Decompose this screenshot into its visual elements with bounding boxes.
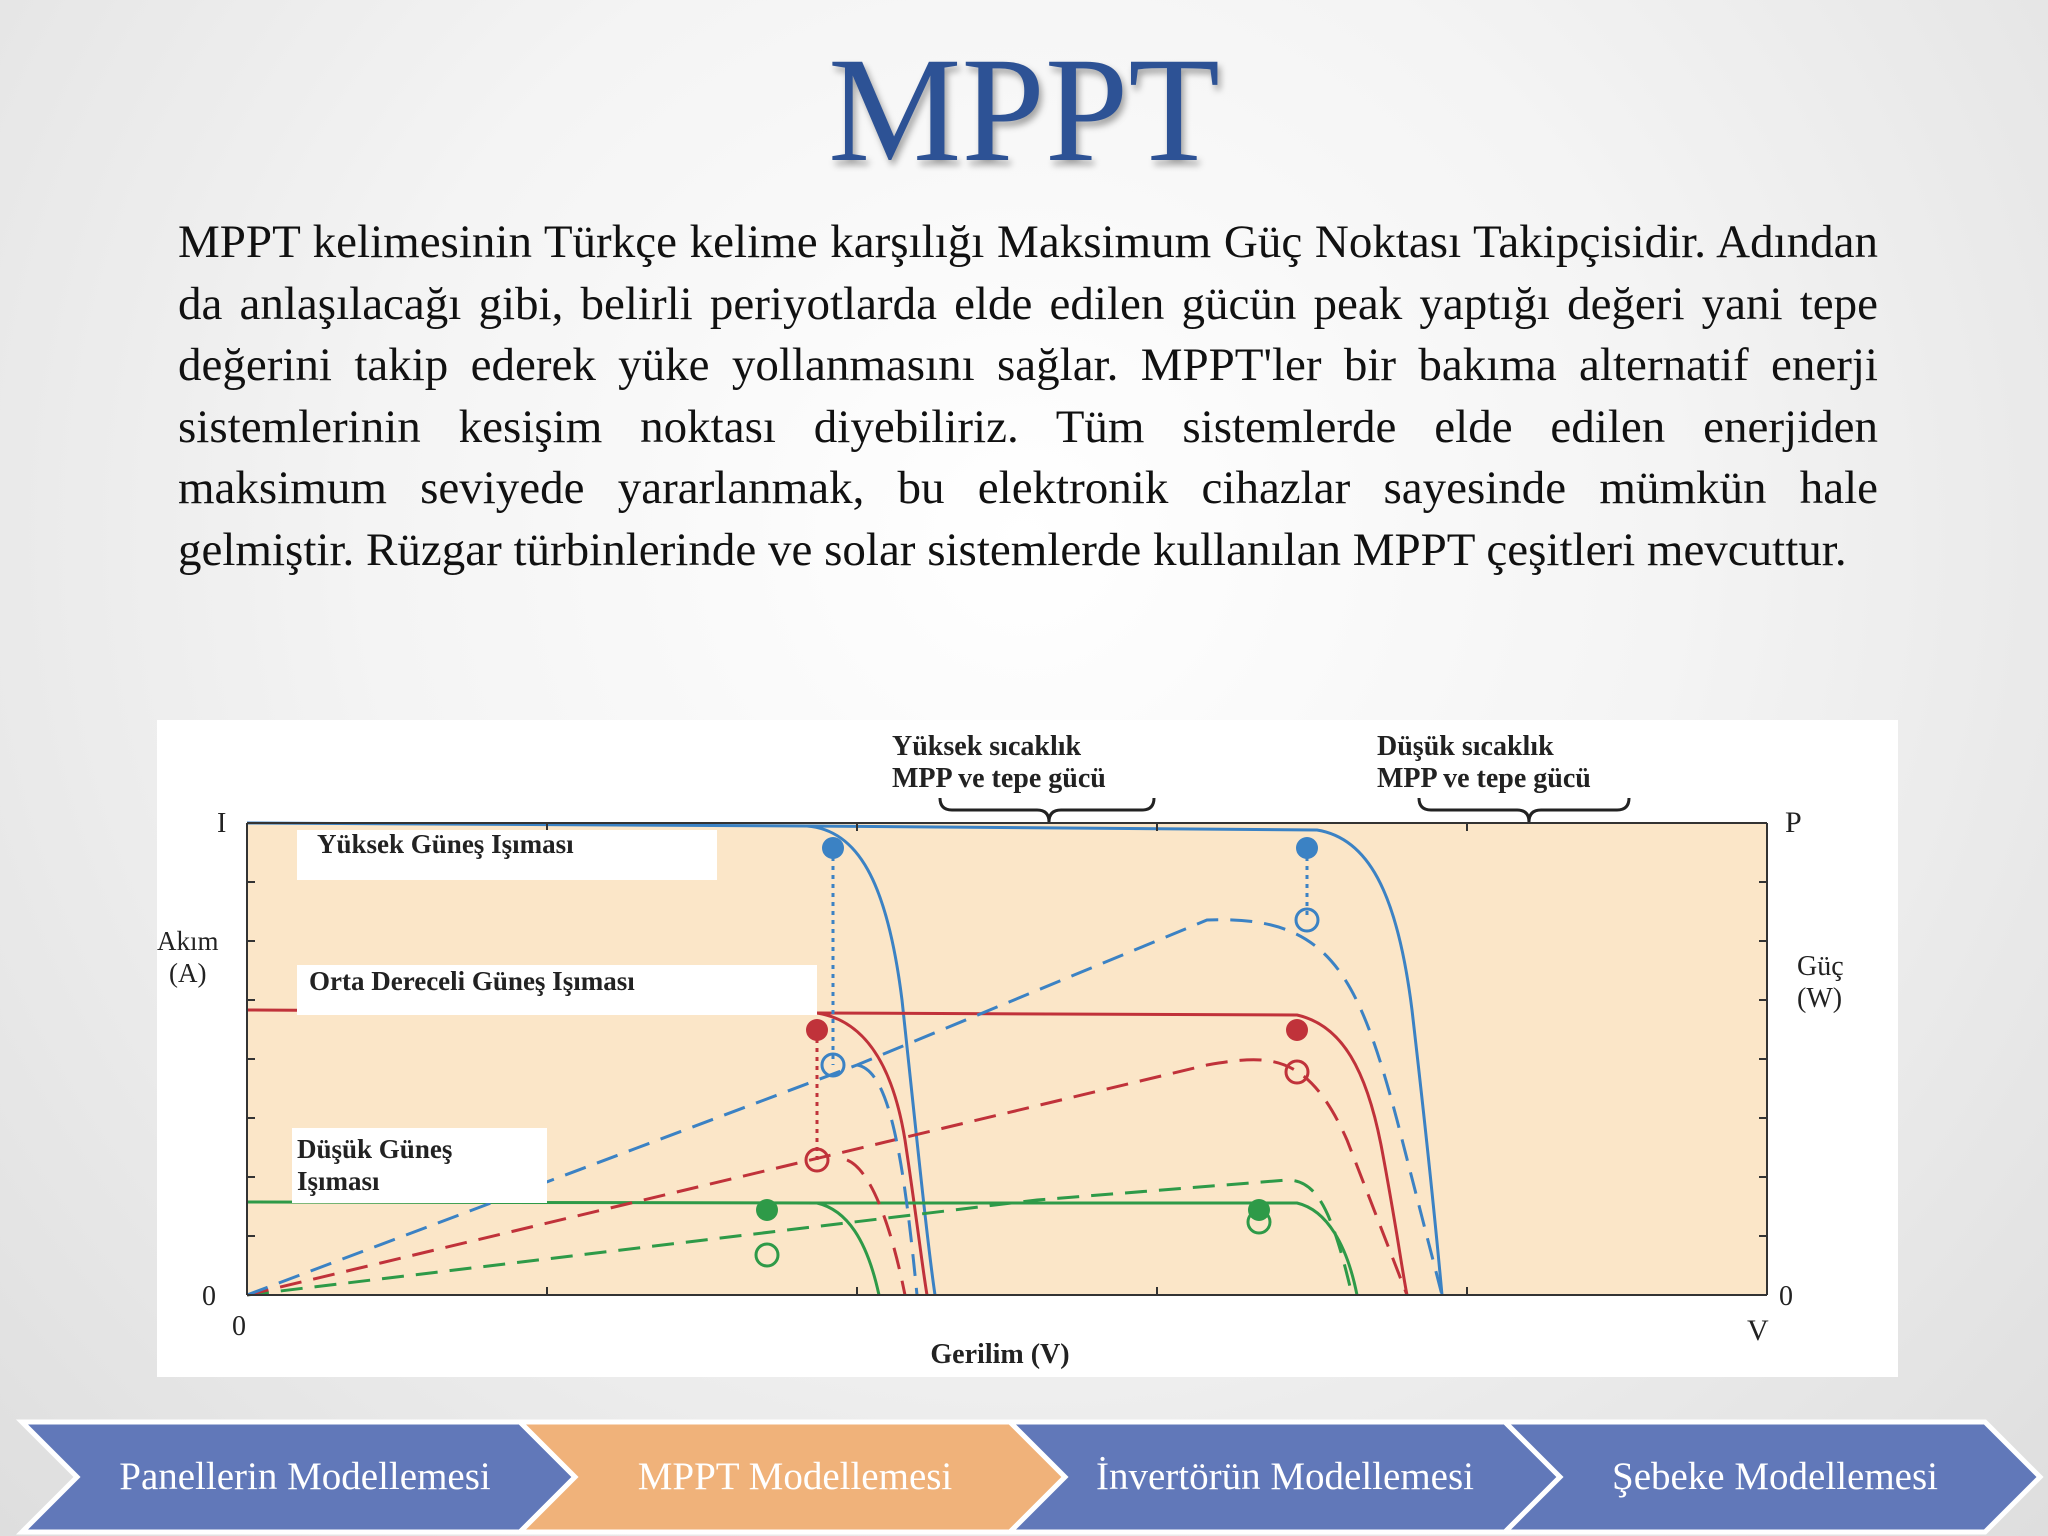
mpp-medium-cold-point: [1286, 1019, 1308, 1041]
annotation-low-temp-2: MPP ve tepe gücü: [1377, 763, 1591, 794]
mpp-high-hot-point: [822, 837, 844, 859]
x-axis-label: Gerilim (V): [930, 1339, 1070, 1370]
slide-title: MPPT: [828, 27, 1220, 193]
series-label-low-1: Düşük Güneş: [297, 1134, 453, 1164]
left-origin-label: 0: [202, 1281, 216, 1312]
series-label-low-2: Işıması: [297, 1166, 380, 1196]
mpp-medium-hot-point: [806, 1019, 828, 1041]
x-axis-end-label: V: [1747, 1314, 1769, 1347]
annotation-high-temp-2: MPP ve tepe gücü: [892, 763, 1106, 794]
body-paragraph: MPPT kelimesinin Türkçe kelime karşılığı Maksimum Güç Noktası Takipçisidir. Adından da anlaşılacağı gibi, belirli periyotlarda elde edilen gücün peak yaptığı değeri yani tepe değerini takip ederek yüke yollanmasını sağlar. MPPT'ler bir bakıma alternatif enerji sistemlerinin kesişim noktası diyebiliriz. Tüm sistemlerde elde edilen enerjiden maksimum seviyede yararlanmak, bu elektronik cihazlar sayesinde mümkün hale gelmiştir. Rüzgar türbinlerinde ve solar sistemlerde kullanılan MPPT çeşitleri mevcuttur.: [178, 216, 1878, 576]
x-origin-label: 0: [232, 1311, 246, 1342]
ylabel-right-1: Güç: [1797, 951, 1844, 982]
series-label-medium: Orta Dereceli Güneş Işıması: [309, 966, 635, 996]
step-sebeke-label[interactable]: Şebeke Modellemesi: [1612, 1455, 1938, 1498]
step-invertor-label[interactable]: İnvertörün Modellemesi: [1096, 1455, 1474, 1498]
ylabel-right-2: (W): [1797, 983, 1843, 1014]
mpp-low-hot-point: [756, 1199, 778, 1221]
step-panellerin-label[interactable]: Panellerin Modellemesi: [119, 1455, 491, 1498]
plot-area: [247, 823, 1767, 1295]
step-mppt-label[interactable]: MPPT Modellemesi: [637, 1455, 953, 1498]
brace-high-temp: [940, 798, 1154, 822]
ylabel-left-1: Akım: [157, 926, 219, 956]
iv-curve-figure: [157, 720, 1898, 1377]
annotation-low-temp-1: Düşük sıcaklık: [1377, 731, 1554, 762]
series-label-high: Yüksek Güneş Işıması: [317, 829, 574, 859]
process-flow: [0, 1418, 2048, 1536]
annotation-high-temp-1: Yüksek sıcaklık: [892, 731, 1082, 762]
brace-low-temp: [1419, 798, 1629, 822]
right-origin-label: 0: [1779, 1281, 1793, 1312]
right-axis-top-label: P: [1785, 806, 1802, 839]
iv-pv-chart: [157, 720, 1898, 1377]
left-axis-top-label: I: [217, 808, 227, 839]
ylabel-left-2: (A): [169, 958, 207, 988]
mpp-high-cold-point: [1296, 837, 1318, 859]
